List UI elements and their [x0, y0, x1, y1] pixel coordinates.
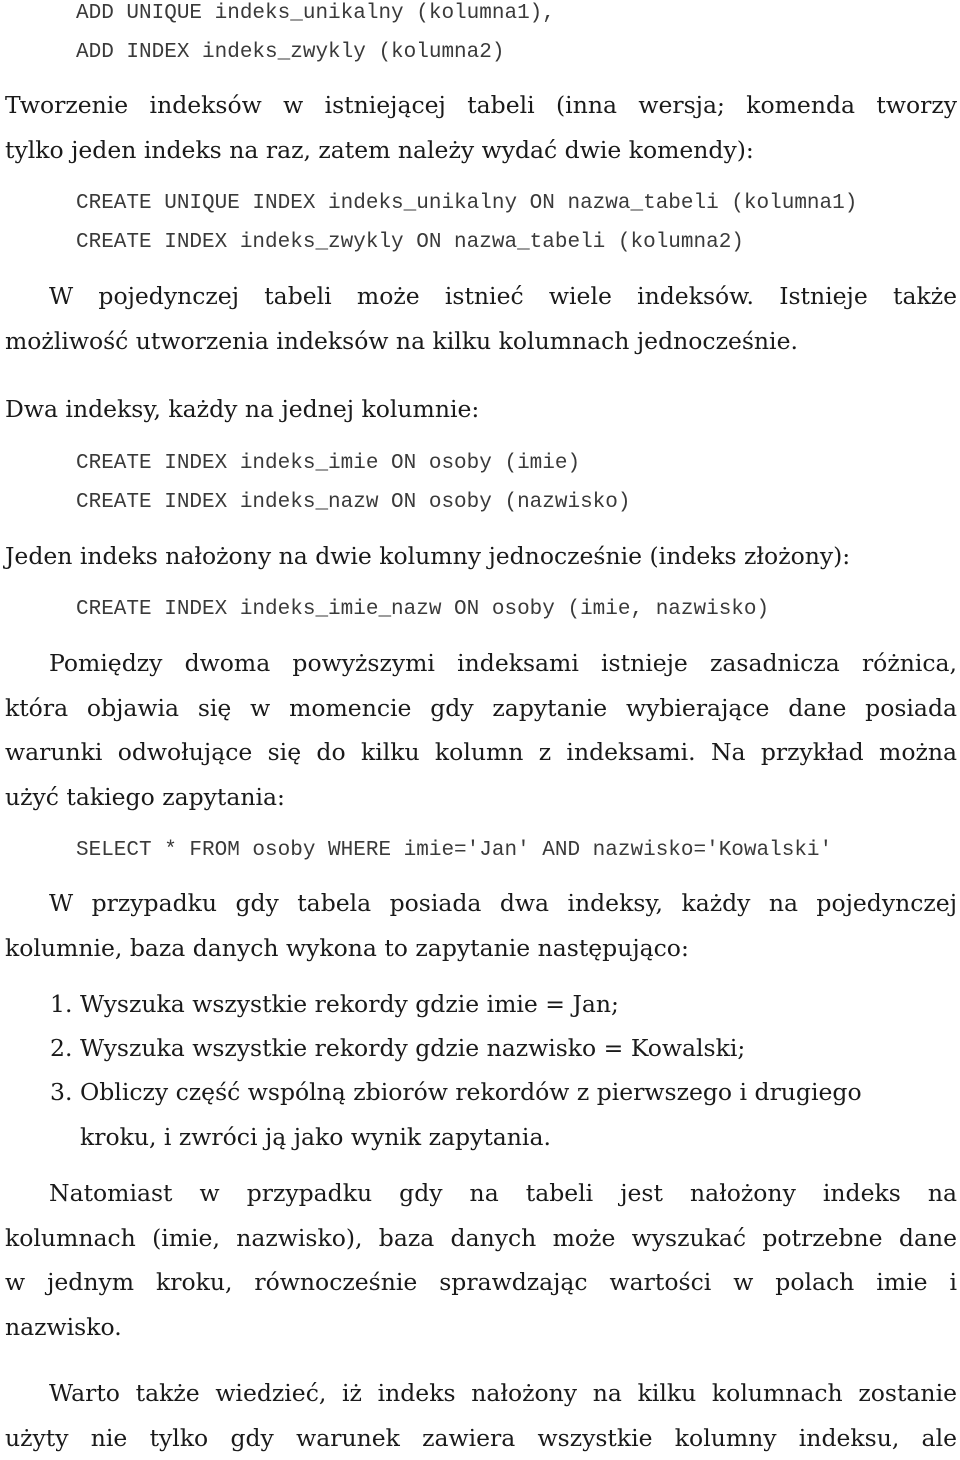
paragraph-line: użyć takiego zapytania: [5, 775, 957, 820]
code-line: CREATE INDEX indeks_imie ON osoby (imie) [76, 453, 580, 474]
paragraph-line: w jednym kroku, równocześnie sprawdzając wartości w polach imie i [5, 1260, 957, 1305]
paragraph-line: warunki odwołujące się do kilku kolumn z indeksami. Na przykład można [5, 730, 957, 775]
list-item-text: Wyszuka wszystkie rekordy gdzie imie = Jan; [80, 990, 619, 1018]
paragraph-line: Natomiast w przypadku gdy na tabeli jest nałożony indeks na [5, 1171, 957, 1216]
paragraph [5, 534, 957, 579]
paragraph [5, 387, 957, 432]
paragraph-line: kolumnach (imie, nazwisko), baza danych może wyszukać potrzebne dane [5, 1216, 957, 1261]
paragraph-line: tylko jeden indeks na raz, zatem należy wydać dwie komendy): [5, 128, 957, 173]
paragraph-line: możliwość utworzenia indeksów na kilku kolumnach jednocześnie. [5, 319, 957, 364]
paragraph-line: kolumnie, baza danych wykona to zapytanie następująco: [5, 926, 957, 971]
code-line: ADD INDEX indeks_zwykly (kolumna2) [76, 42, 504, 63]
list-item-text: kroku, i zwróci ją jako wynik zapytania. [50, 1115, 862, 1160]
paragraph-line: Tworzenie indeksów w istniejącej tabeli (inna wersja; komenda tworzy [5, 83, 957, 128]
paragraph [5, 881, 957, 970]
paragraph [5, 274, 957, 363]
list-item [50, 982, 619, 1027]
paragraph-line: Pomiędzy dwoma powyższymi indeksami istnieje zasadnicza różnica, [5, 641, 957, 686]
list-item [50, 1026, 745, 1071]
list-item-text: Wyszuka wszystkie rekordy gdzie nazwisko = Kowalski; [80, 1034, 745, 1062]
paragraph-line: użyty nie tylko gdy warunek zawiera wszystkie kolumny indeksu, ale [5, 1416, 957, 1460]
paragraph-line: Dwa indeksy, każdy na jednej kolumnie: [5, 387, 957, 432]
code-line: ADD UNIQUE indeks_unikalny (kolumna1), [76, 3, 555, 24]
paragraph-line: W pojedynczej tabeli może istnieć wiele indeksów. Istnieje także [5, 274, 957, 319]
list-item-number: 3. [50, 1070, 80, 1115]
paragraph [5, 641, 957, 819]
paragraph-line: Warto także wiedzieć, iż indeks nałożony na kilku kolumnach zostanie [5, 1371, 957, 1416]
code-line: CREATE INDEX indeks_zwykly ON nazwa_tabeli (kolumna2) [76, 232, 744, 253]
paragraph-line: W przypadku gdy tabela posiada dwa indeksy, każdy na pojedynczej [5, 881, 957, 926]
code-line: CREATE UNIQUE INDEX indeks_unikalny ON nazwa_tabeli (kolumna1) [76, 193, 857, 214]
code-line: CREATE INDEX indeks_nazw ON osoby (nazwisko) [76, 492, 631, 513]
paragraph-line: nazwisko. [5, 1305, 957, 1350]
paragraph [5, 1171, 957, 1349]
paragraph-line: Jeden indeks nałożony na dwie kolumny jednocześnie (indeks złożony): [5, 534, 957, 579]
list-item-number: 1. [50, 982, 80, 1027]
list-item [50, 1070, 862, 1159]
list-item-text: Obliczy część wspólną zbiorów rekordów z pierwszego i drugiego [80, 1078, 862, 1106]
paragraph-line: która objawia się w momencie gdy zapytanie wybierające dane posiada [5, 686, 957, 731]
paragraph [5, 1371, 957, 1460]
paragraph [5, 83, 957, 172]
list-item-number: 2. [50, 1026, 80, 1071]
code-line: CREATE INDEX indeks_imie_nazw ON osoby (imie, nazwisko) [76, 599, 769, 620]
code-line: SELECT * FROM osoby WHERE imie='Jan' AND nazwisko='Kowalski' [76, 840, 832, 861]
